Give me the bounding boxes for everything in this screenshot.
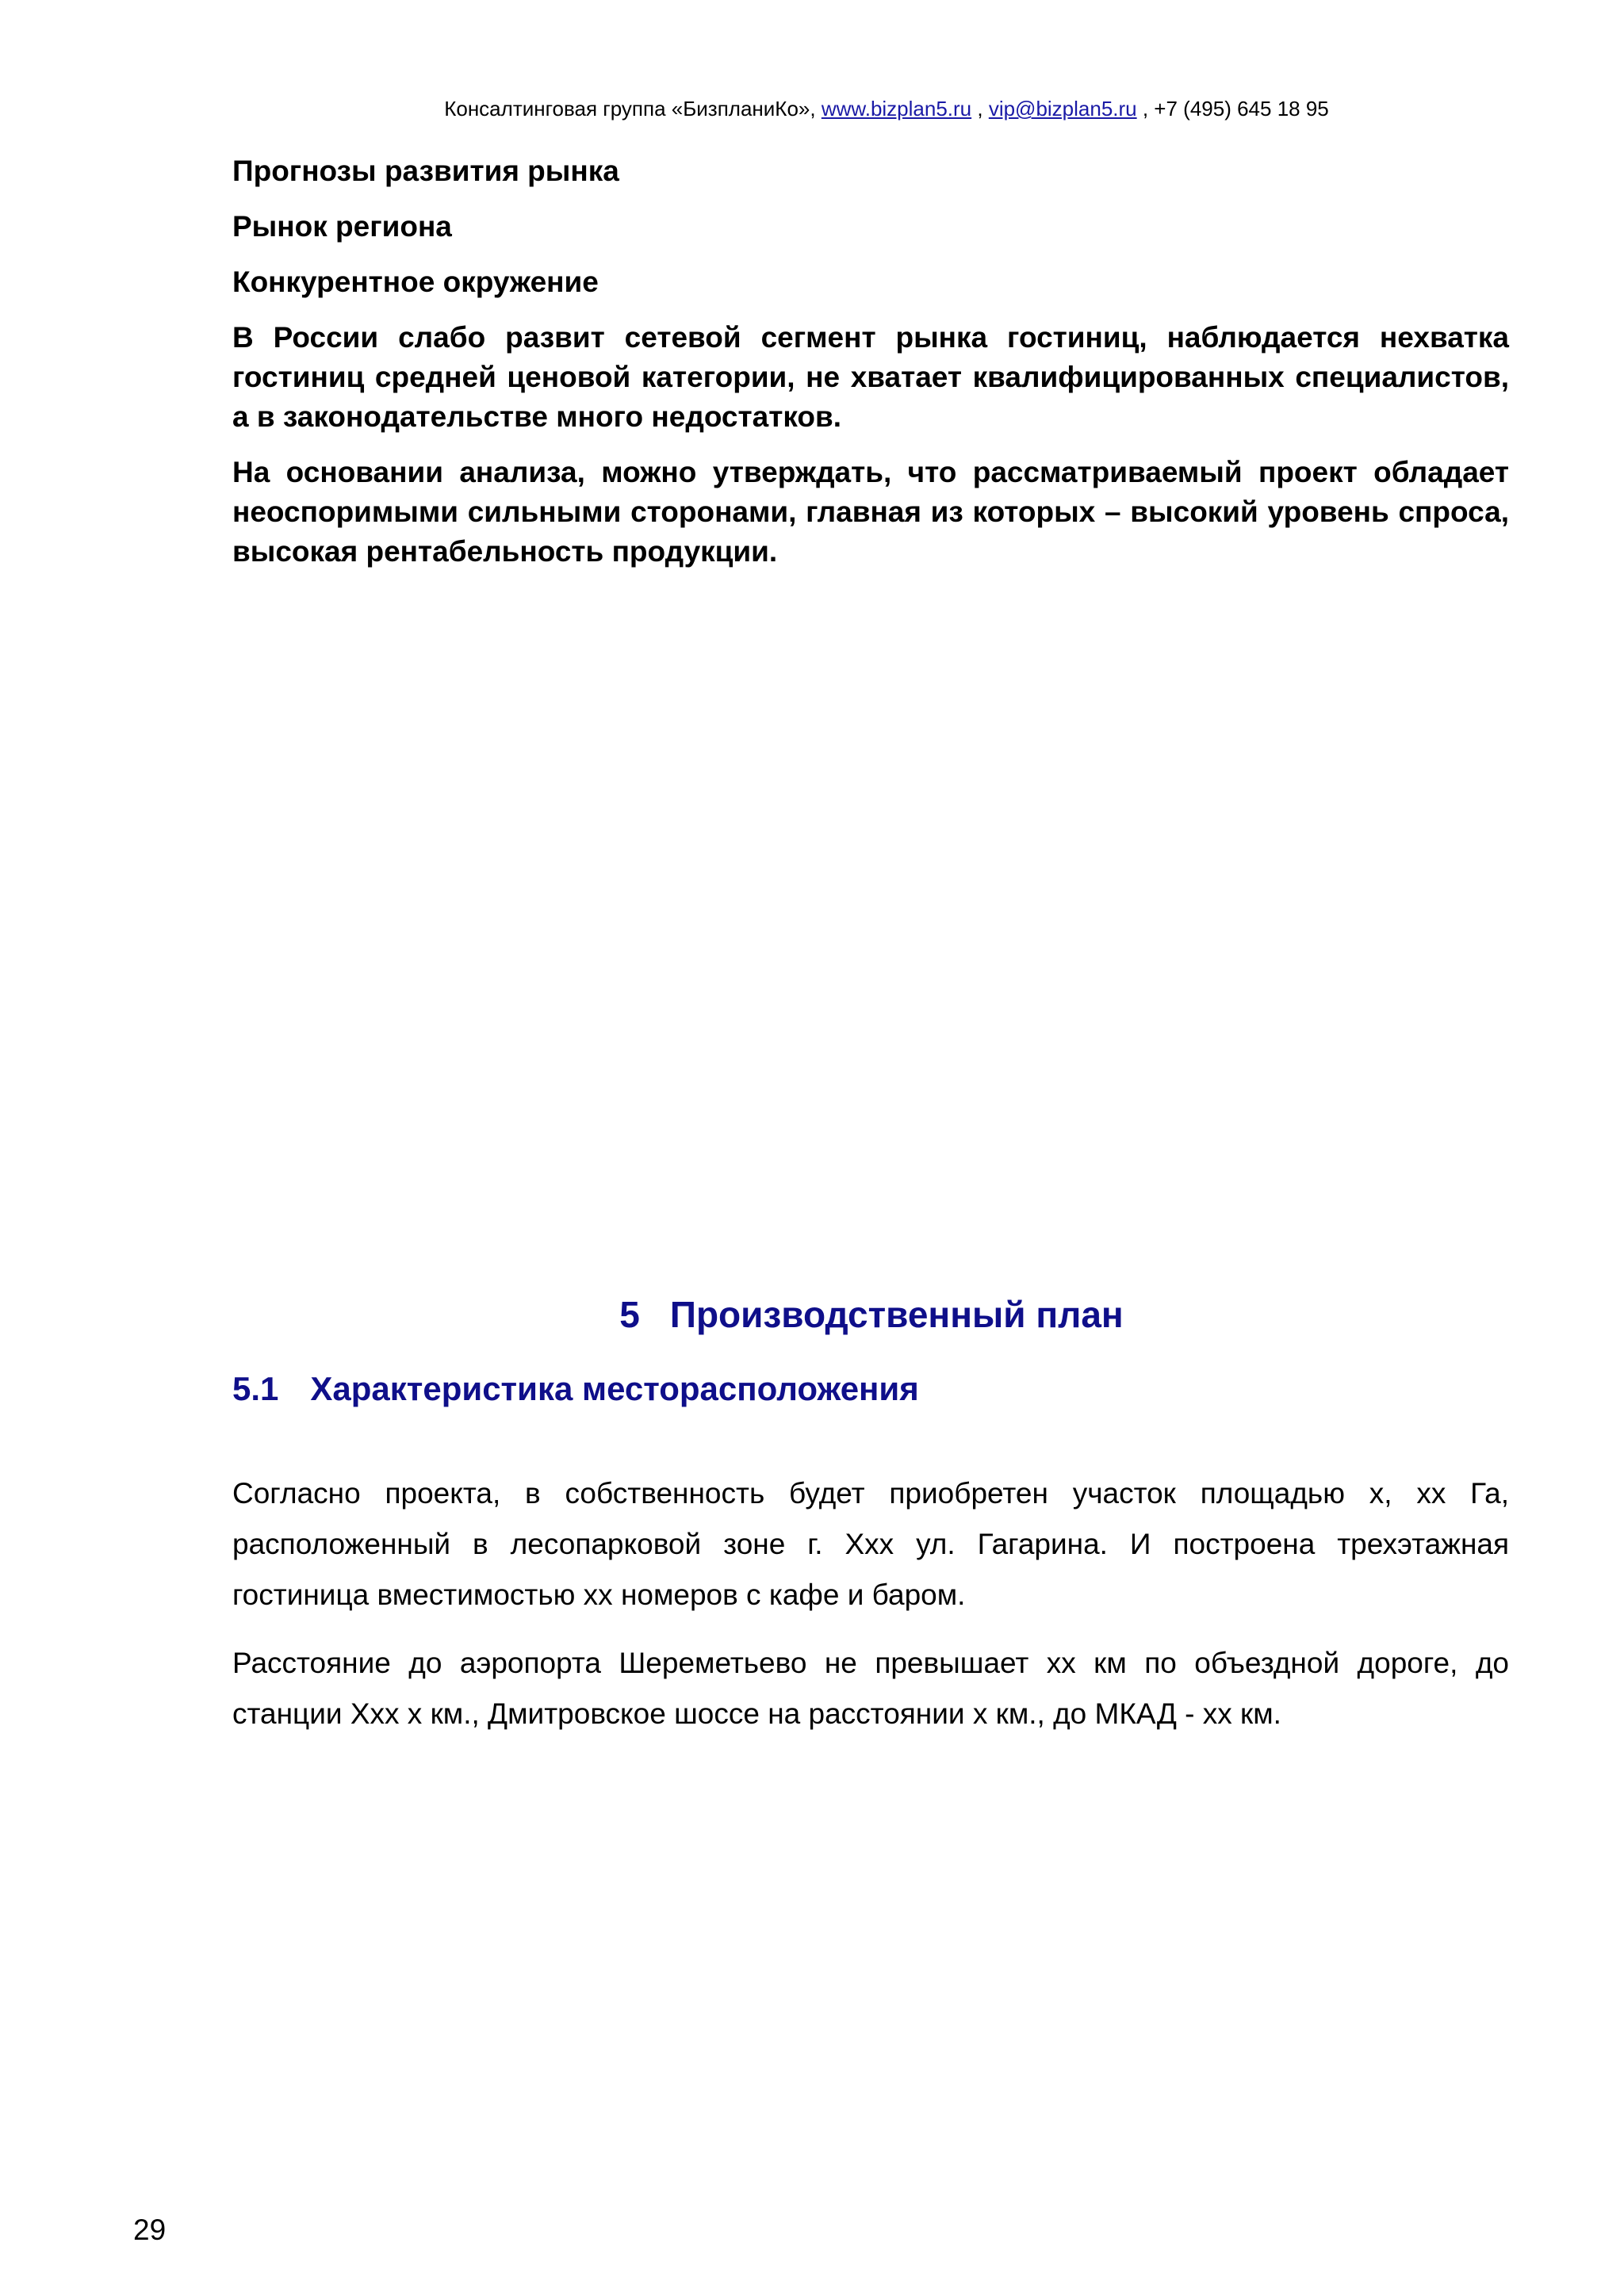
heading-competition: Конкурентное окружение (232, 266, 599, 298)
subsection-title: Характеристика месторасположения (310, 1370, 919, 1407)
paragraph-analysis-conclusion: На основании анализа, можно утверждать, что рассматриваемый проект обладает неоспоримыми сильными сторонами, главная из которых – высокий уровень спроса, высокая рентабельность продукции. (232, 456, 1509, 568)
page-header (0, 96, 1624, 121)
paragraph-russia-market: В России слабо развит сетевой сегмент рынка гостиниц, наблюдается нехватка гостиниц средней ценовой категории, не хватает квалифицированных специалистов, а в законодательстве много недостатков. (232, 321, 1509, 433)
header-company: Консалтинговая группа «БизпланиКо», (444, 97, 822, 121)
heading-region-market: Рынок региона (232, 210, 452, 243)
email-link[interactable]: vip@bizplan5.ru (988, 97, 1137, 121)
subsection-number: 5.1 (232, 1370, 279, 1407)
paragraph-distances: Расстояние до аэропорта Шереметьево не превышает хх км по объездной дороге, до станции Ххх х км., Дмитровское шоссе на расстоянии х км., до МКАД - хх км. (232, 1647, 1509, 1730)
section-heading (0, 1291, 1624, 1338)
subsection-heading (232, 1367, 919, 1411)
heading-market-forecast: Прогнозы развития рынка (232, 155, 619, 187)
section-title: Производственный план (669, 1294, 1124, 1335)
header-phone: , +7 (495) 645 18 95 (1136, 97, 1329, 121)
website-link[interactable]: www.bizplan5.ru (821, 97, 972, 121)
section-number: 5 (619, 1294, 640, 1335)
paragraph-location: Согласно проекта, в собственность будет приобретен участок площадью х, хх Га, расположенный в лесопарковой зоне г. Ххх ул. Гагарина. И построена трехэтажная гостиница вместимостью хх номеров с кафе и баром. (232, 1477, 1509, 1611)
header-separator: , (971, 97, 989, 121)
page-number: 29 (133, 2214, 167, 2246)
